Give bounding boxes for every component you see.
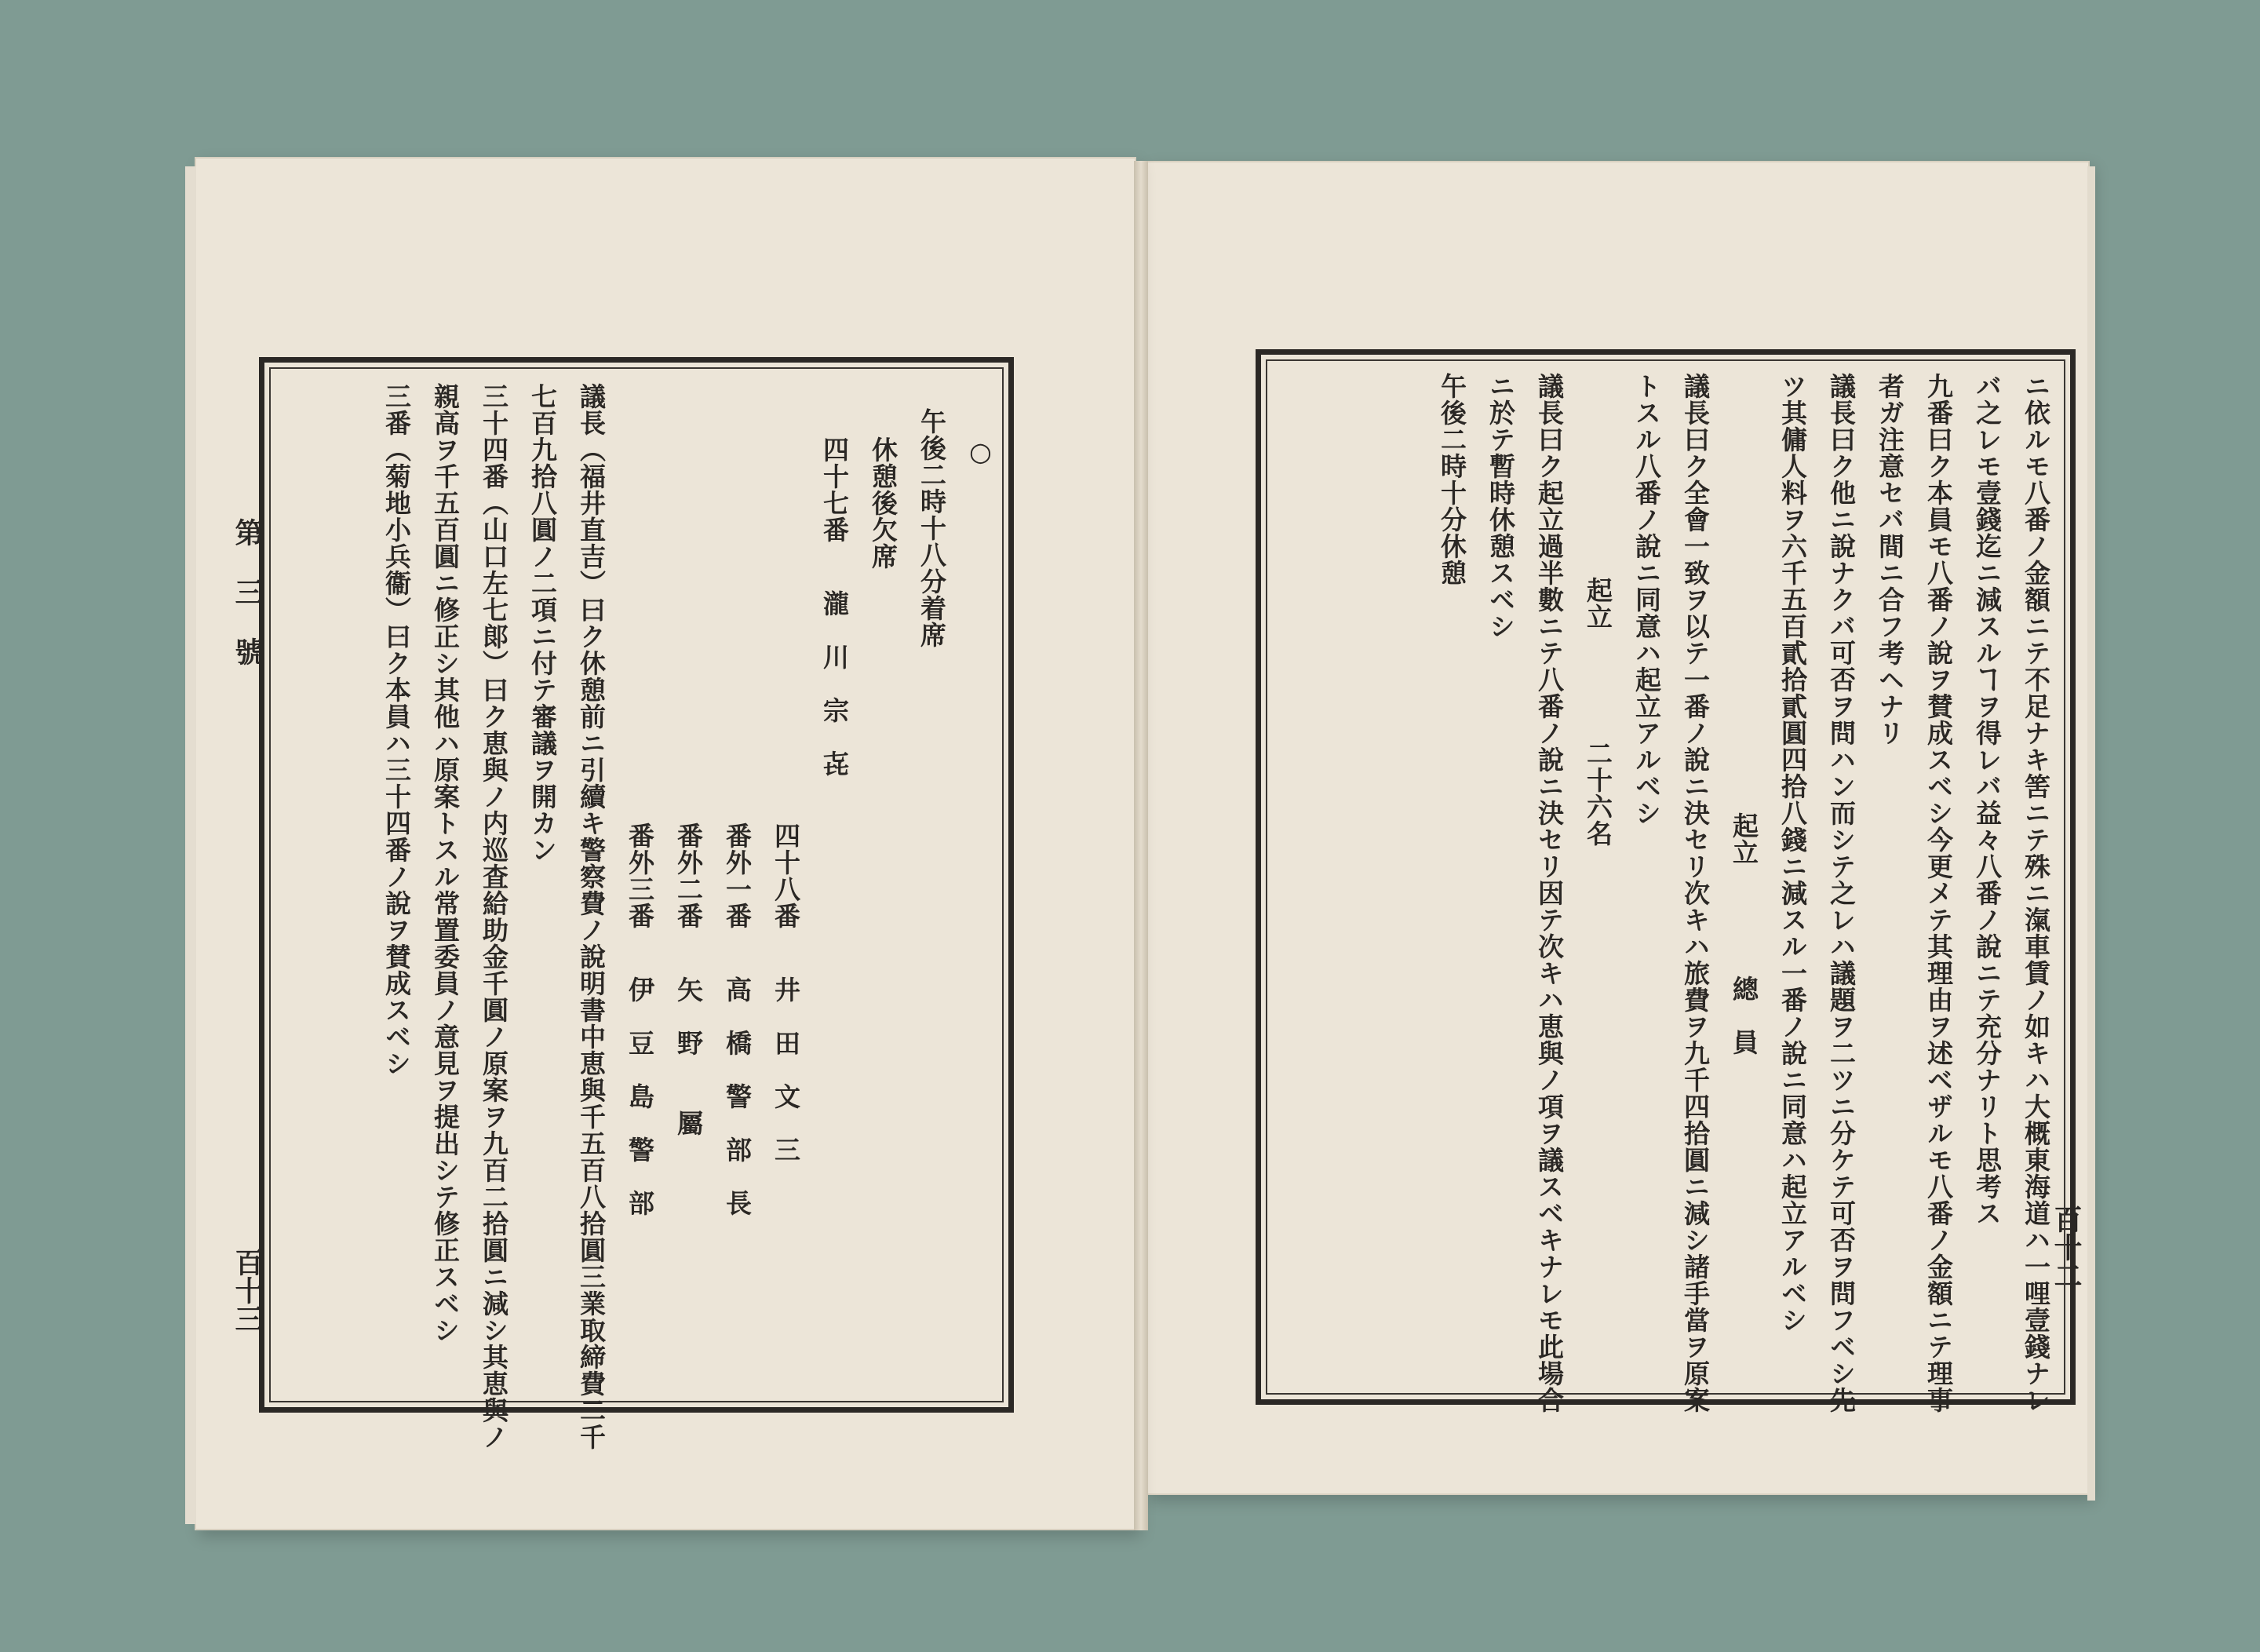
text-line: バ之レモ壹錢迄ニ減スルヿヲ得レバ益々八番ノ說ニテ充分ナリト思考ス	[1972, 373, 2003, 1227]
text-line: 議長曰ク他ニ說ナクバ可否ヲ問ハン而シテ之レハ議題ヲ二ツニ分ケテ可否ヲ問フベシ先	[1826, 373, 1857, 1413]
text-line: 議長曰ク全會一致ヲ以テ一番ノ說ニ決セリ次キハ旅費ヲ九千四拾圓ニ減シ諸手當ヲ原案	[1680, 373, 1711, 1413]
right-page-edge	[2087, 166, 2095, 1501]
text-line: ツ其傭人料ヲ六千五百貳拾貳圓四拾八錢ニ減スル一番ノ說ニ同意ハ起立アルベシ	[1777, 373, 1808, 1333]
member-row	[664, 383, 713, 1399]
left-page-edge	[185, 166, 196, 1524]
page-number-right: 百十二	[2050, 1205, 2083, 1289]
member-seat: 番外二番	[673, 822, 704, 929]
member-row	[713, 383, 761, 1399]
left-page-text	[282, 383, 1004, 1450]
vote-count: 二十六名	[1583, 740, 1613, 847]
member-name: 井 田 文 三	[771, 976, 801, 1163]
paragraph-line: 三十四番（山口左七郞）曰ク恵與ノ内巡査給助金千圓ノ原案ヲ九百二拾圓ニ減シ其恵與ノ	[479, 383, 509, 1450]
member-seat: 四十八番	[771, 822, 801, 929]
vote-count: 總 員	[1729, 976, 1759, 1056]
member-seat: 番外三番	[625, 822, 655, 929]
paragraph-line: 七百九拾八圓ノ二項ニ付テ審議ヲ開カン	[527, 383, 558, 863]
vote-label: 起立	[1729, 812, 1759, 866]
vote-result	[1573, 373, 1622, 1393]
text-line: トスル八番ノ說ニ同意ハ起立アルベシ	[1631, 373, 1662, 826]
absentee-name: 瀧 川 宗 㐂	[819, 590, 850, 777]
member-name: 伊 豆 島 警 部	[625, 976, 655, 1216]
right-page-text	[1283, 373, 2060, 1413]
section-marker: ○	[965, 436, 996, 468]
paragraph-line: 親高ヲ千五百圓ニ修正シ其他ハ原案トスル常置委員ノ意見ヲ提出シテ修正スベシ	[430, 383, 461, 1344]
issue-label: 第三號	[231, 518, 264, 697]
member-name: 矢 野 屬	[673, 976, 704, 1136]
paragraph-line: 議長（福井直吉）曰ク休憩前ニ引續キ警察費ノ說明書中恵與千五百八拾圓三業取締費二千	[576, 383, 607, 1450]
member-row	[761, 383, 810, 1399]
text-line: 午後二時十分休憩	[1437, 373, 1467, 586]
absentee-row	[810, 383, 858, 1399]
text-line: 議長曰ク起立過半數ニテ八番ノ說ニ決セリ因テ次キハ恵與ノ項ヲ議スベキナレモ此場合	[1534, 373, 1565, 1413]
page-number-left: 百十三	[231, 1248, 264, 1333]
member-name: 高 橋 警 部 長	[722, 976, 753, 1216]
absentee-seat: 四十七番	[819, 436, 850, 543]
book-spine	[1134, 161, 1148, 1530]
vote-label: 起立	[1583, 577, 1613, 630]
member-seat: 番外一番	[722, 822, 753, 929]
member-row	[615, 383, 664, 1399]
time-line: 午後二時十八分着席	[917, 408, 947, 648]
text-line: ニ於テ暫時休憩スベシ	[1485, 373, 1516, 640]
absentee-label: 休憩後欠席	[868, 436, 899, 570]
vote-result	[1719, 373, 1768, 1393]
text-line: 者ガ注意セバ間ニ合フ考ヘナリ	[1875, 373, 1905, 746]
text-line: ニ依ルモ八番ノ金額ニテ不足ナキ筈ニテ殊ニ滊車賃ノ如キハ大概東海道ハ一哩壹錢ナレ	[2021, 373, 2051, 1413]
paragraph-line: 三番（菊地小兵衞）曰ク本員ハ三十四番ノ說ヲ賛成スベシ	[381, 383, 412, 1077]
text-line: 九番曰ク本員モ八番ノ說ヲ賛成スベシ今更メテ其理由ヲ述ベザルモ八番ノ金額ニテ理事	[1923, 373, 1954, 1413]
